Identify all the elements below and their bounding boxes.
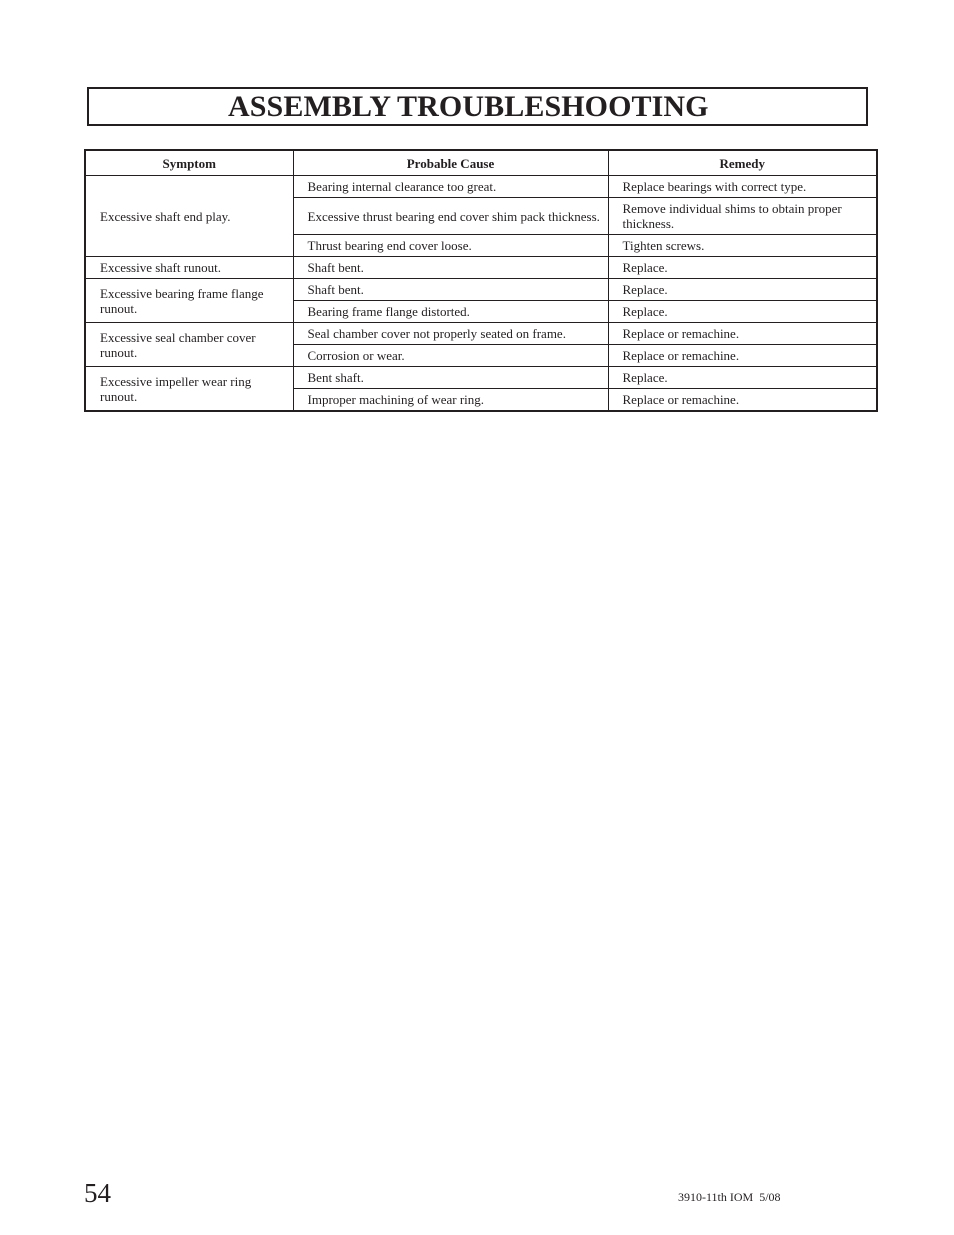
remedy-cell: Remove individual shims to obtain proper thickness.: [608, 198, 877, 235]
symptom-cell: Excessive seal chamber cover runout.: [85, 323, 293, 367]
cause-cell: Bent shaft.: [293, 367, 608, 389]
table-row: [85, 176, 877, 198]
page-title-box: [87, 87, 868, 126]
remedy-cell: Replace.: [608, 301, 877, 323]
table-row: [85, 257, 877, 279]
remedy-cell: Replace or remachine.: [608, 345, 877, 367]
cause-cell: Bearing frame flange distorted.: [293, 301, 608, 323]
remedy-cell: Replace bearings with correct type.: [608, 176, 877, 198]
table-header-row: [85, 150, 877, 176]
remedy-cell: Replace.: [608, 279, 877, 301]
header-remedy: Remedy: [608, 150, 877, 176]
remedy-cell: Tighten screws.: [608, 235, 877, 257]
remedy-cell: Replace or remachine.: [608, 389, 877, 412]
table-row: [85, 367, 877, 389]
remedy-cell: Replace.: [608, 257, 877, 279]
remedy-cell: Replace.: [608, 367, 877, 389]
cause-cell: Thrust bearing end cover loose.: [293, 235, 608, 257]
symptom-cell: Excessive shaft runout.: [85, 257, 293, 279]
header-probable-cause: Probable Cause: [293, 150, 608, 176]
troubleshooting-table: [84, 149, 878, 412]
page-title: ASSEMBLY TROUBLESHOOTING: [228, 90, 709, 123]
cause-cell: Shaft bent.: [293, 257, 608, 279]
cause-cell: Seal chamber cover not properly seated on frame.: [293, 323, 608, 345]
header-symptom: Symptom: [85, 150, 293, 176]
cause-cell: Improper machining of wear ring.: [293, 389, 608, 412]
table-row: [85, 323, 877, 345]
cause-cell: Excessive thrust bearing end cover shim pack thickness.: [293, 198, 608, 235]
document-id: 3910-11th IOM 5/08: [678, 1190, 781, 1204]
symptom-cell: Excessive shaft end play.: [85, 176, 293, 257]
cause-cell: Bearing internal clearance too great.: [293, 176, 608, 198]
symptom-cell: Excessive bearing frame flange runout.: [85, 279, 293, 323]
cause-cell: Corrosion or wear.: [293, 345, 608, 367]
cause-cell: Shaft bent.: [293, 279, 608, 301]
symptom-cell: Excessive impeller wear ring runout.: [85, 367, 293, 412]
page-number: 54: [84, 1178, 111, 1208]
remedy-cell: Replace or remachine.: [608, 323, 877, 345]
table-row: [85, 279, 877, 301]
